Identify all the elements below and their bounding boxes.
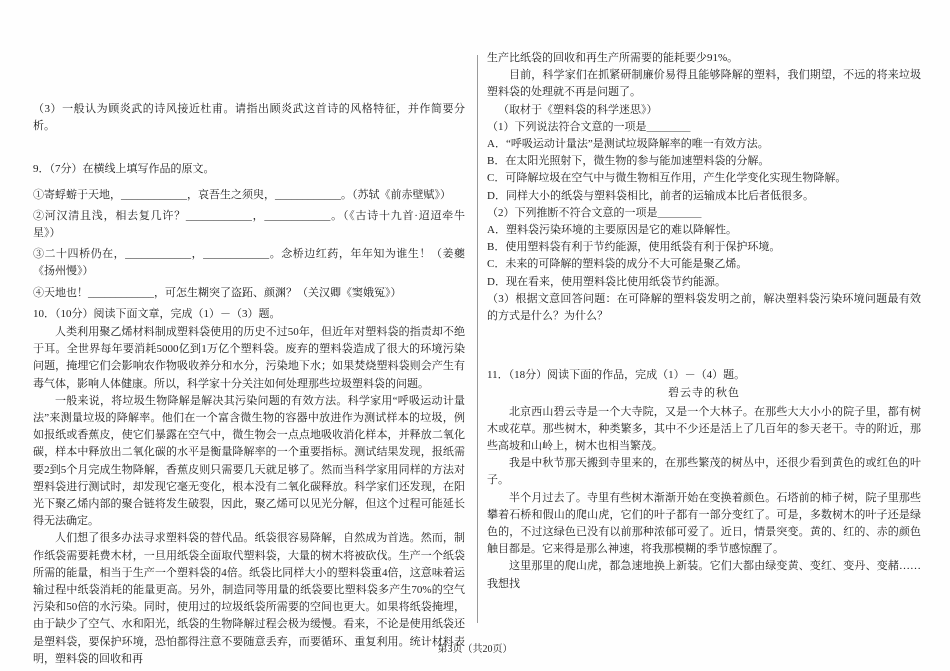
passage-continuation: 生产比纸袋的回收和再生产所需要的能耗要少91%。 bbox=[487, 52, 739, 64]
question-10-2-option-c: C．未来的可降解的塑料袋的成分不大可能是聚乙烯。 bbox=[487, 258, 748, 271]
question-10-2-option-a: A．塑料袋污染环境的主要原因是它的难以降解性。 bbox=[487, 224, 737, 237]
question-10-3: （3）根据文意回答问题：在可降解的塑料袋发明之前，解决塑料袋污染环境问题最有效的方式是什么？为什么？ bbox=[487, 292, 921, 323]
column-divider bbox=[477, 55, 478, 623]
fill-blank-item-3: ③二十四桥仍在，____________，____________。念桥边红药，年年知为谁生！（姜夔《扬州慢》） bbox=[33, 248, 465, 278]
question-10-2-option-b: B．使用塑料袋有利于节约能源，使用纸袋有利于保护环境。 bbox=[487, 241, 781, 254]
question-9-header: 9．（7分）在横线上填写作品的原文。 bbox=[33, 163, 215, 176]
question-10-1: （1）下列说法符合文意的一项是＿＿＿＿ bbox=[487, 120, 691, 133]
question-10-1-option-c: C．可降解垃圾在空气中与微生物相互作用，产生化学变化实现生物降解。 bbox=[487, 172, 847, 185]
passage-paragraph-1: 人类利用聚乙烯材料制成塑料袋使用的历史不过50年，但近年对塑料袋的指责却不绝于耳。全世界每年要消耗5000亿到1万亿个塑料袋。废弃的塑料袋造成了很大的环境污染问题，掩埋它们会影响农作物吸收养分和水分，污染地下水；如果焚烧塑料袋则会产生有毒气体，影响人体健康。所以，科学家十分关注如何处理那些垃圾塑料袋的问题。 bbox=[33, 326, 465, 390]
question-11-header: 11．（18分）阅读下面的作品，完成（1）－（4）题。 bbox=[487, 369, 746, 382]
passage-paragraph-2: 一般来说，将垃圾生物降解是解决其污染问题的有效方法。科学家用“呼吸运动计量法”来测量垃圾的降解率。他们在一个富含微生物的容器中放进作为测试样本的垃圾，例如报纸或香蕉皮，使它们暴露在空气中，微生物会一点点地吸收消化样本，并释放二氧化碳，样本中释放出二氧化碳的水平是衡量降解率的一个重要指标。测试结果发现，报纸需要2到5个月完成生物降解，香蕉皮则只需要几天就足够了。然而当科学家用同样的方法对塑料袋进行测试时，却发现它毫无变化，根本没有二氧化碳释放。科学家们还发现，在阳光下聚乙烯内部的聚合链将发生破裂，因此，聚乙烯可以见光分解，但这个过程可能延长得无法确定。 bbox=[33, 394, 465, 528]
passage-source: （取材于《塑料袋的科学迷思》） bbox=[498, 103, 658, 116]
question-8-3: （3）一般认为顾炎武的诗风接近杜甫。请指出顾炎武这首诗的风格特征，并作简要分析。 bbox=[33, 103, 465, 133]
question-10-1-option-b: B．在太阳光照射下，微生物的参与能加速塑料袋的分解。 bbox=[487, 155, 770, 168]
left-column bbox=[33, 101, 465, 668]
passage-paragraph-4: 目前，科学家们在抓紧研制廉价易得且能够降解的塑料，我们期望，不远的将来垃圾塑料袋的处理就不再是问题了。 bbox=[487, 69, 921, 99]
passage-paragraph-3: 人们想了很多办法寻求塑料袋的替代品。纸袋很容易降解，自然成为首选。然而，制作纸袋需要耗费木材，一旦用纸袋全面取代塑料袋，大量的树木将被砍伐。生产一个纸袋所需的能量，相当于生产一个塑料袋的4倍。纸袋比同样大小的塑料袋重4倍，这意味着运输过程中纸袋消耗的能量更高。另外，制造同等用量的纸袋要比塑料袋多产生70%的空气污染和50倍的水污染。同时，使用过的垃圾纸袋所需要的空间也更大。如果将纸袋掩埋，由于缺少了空气、水和阳光，纸袋的生物降解过程会极为缓慢。看来，不论是使用纸袋还是塑料袋，要保护环境，恐怕都得注意不要随意丢弃，而要循环、重复利用。统计材料表明，塑料袋的回收和再 bbox=[33, 532, 465, 665]
question-10-2-option-d: D．现在看来，使用塑料袋比使用纸袋节约能源。 bbox=[487, 275, 726, 288]
essay-paragraph-4: 这里那里的爬山虎，都急速地换上新装。它们大都由绿变黄、变红、变丹、变赭……我想找 bbox=[487, 560, 921, 590]
fill-blank-item-1: ①寄蜉蝣于天地，____________，哀吾生之须臾，____________。（苏轼《前赤壁赋》） bbox=[33, 188, 451, 201]
question-10-header: 10．（10分）阅读下面文章，完成（1）－（3）题。 bbox=[33, 307, 281, 320]
question-10-2: （2）下列推断不符合文意的一项是＿＿＿＿ bbox=[487, 206, 702, 219]
page-footer: 第3页（共20页） bbox=[437, 644, 513, 655]
right-column bbox=[487, 50, 921, 593]
essay-paragraph-3: 半个月过去了。寺里有些树木渐渐开始在变换着颜色。石塔前的柿子树，院子里那些攀着石桥和假山的爬山虎，它们的叶子都有一部分变红了。可是，多数树木的叶子还是绿色的，不过这绿色已没有以前那种浓郁可爱了。近日，情景突变。黄的、红的、赤的颜色触目都是。它来得是那么神速，将我那模糊的季节感惊醒了。 bbox=[487, 491, 921, 556]
essay-paragraph-2: 我是中秋节那天搬到寺里来的，在那些繁茂的树丛中，还很少看到黄色的或红色的叶子。 bbox=[487, 457, 921, 487]
fill-blank-item-2: ②河汉清且浅，相去复几许？____________，____________。（《古诗十九首·迢迢牵牛星》） bbox=[33, 209, 465, 240]
question-10-1-option-a: A．“呼吸运动计量法”是测试垃圾降解率的唯一有效方法。 bbox=[487, 138, 769, 151]
fill-blank-item-4: ④天地也！____________，可怎生糊突了盗跖、颜渊？（关汉卿《窦娥冤》） bbox=[33, 286, 402, 299]
essay-paragraph-1: 北京西山碧云寺是一个大寺院，又是一个大林子。在那些大大小小的院子里，都有树木或花草。那些树木，种类繁多，其中不少还是活上了几百年的参天老干。寺的附近，那些高坡和山岭上，树木也相当繁茂。 bbox=[487, 405, 921, 453]
question-10-1-option-d: D．同样大小的纸袋与塑料袋相比，前者的运输成本比后者低很多。 bbox=[487, 189, 814, 202]
essay-title: 碧云寺的秋色 bbox=[668, 387, 740, 400]
